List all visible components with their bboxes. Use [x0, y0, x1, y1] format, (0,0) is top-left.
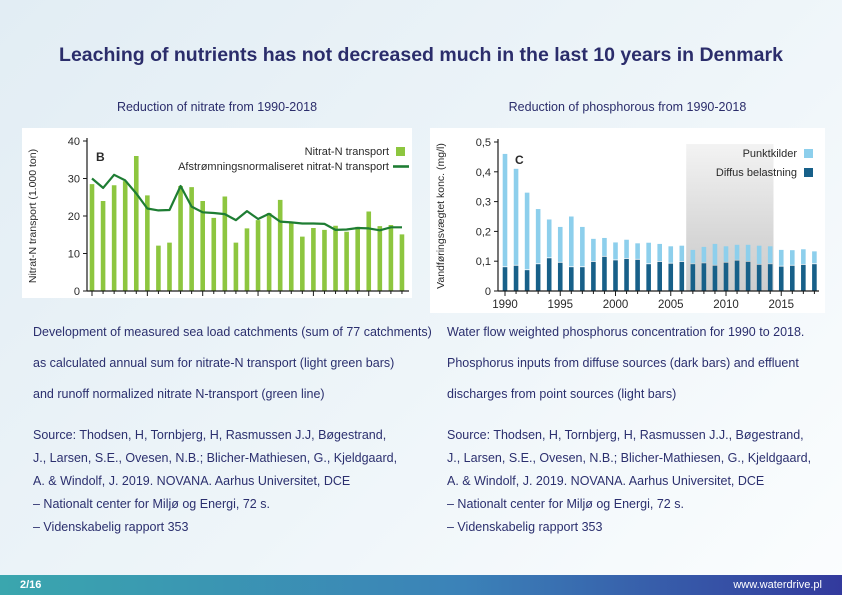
- source-line: – Nationalt center for Miljø og Energi, 72 s.: [447, 497, 684, 511]
- diffuse-bar: [713, 266, 718, 291]
- diffuse-bar: [602, 257, 607, 291]
- point-source-bar: [514, 169, 519, 265]
- point-source-bar: [602, 238, 607, 256]
- nitrate-bar: [101, 201, 106, 291]
- diffuse-bar: [547, 258, 552, 291]
- diffuse-bar: [558, 263, 563, 291]
- diffuse-bar: [779, 267, 784, 291]
- y-tick-label: 0: [73, 286, 80, 298]
- y-tick-label: 0,1: [475, 256, 491, 269]
- y-axis-label: Vandføringsvægtet konc. (mg/l): [435, 143, 447, 289]
- nitrate-bar: [400, 234, 405, 291]
- point-source-bar: [713, 244, 718, 265]
- source-line: Source: Thodsen, H, Tornbjerg, H, Rasmussen J.J., Bøgestrand,: [447, 428, 804, 442]
- diffuse-bar: [702, 263, 707, 291]
- nitrate-bar: [333, 226, 338, 291]
- nitrate-source: [33, 424, 433, 539]
- nitrate-description: [33, 317, 433, 410]
- y-tick-label: 0,2: [475, 226, 491, 239]
- diffuse-bar: [657, 262, 662, 291]
- nitrate-bar: [355, 227, 360, 291]
- nitrate-bar: [167, 243, 172, 291]
- source-line: A. & Windolf, J. 2019. NOVANA. Aarhus Universitet, DCE: [33, 474, 351, 488]
- nitrate-bar: [300, 237, 305, 291]
- nitrate-bar: [289, 222, 294, 291]
- page-number: 2/16: [20, 579, 42, 591]
- point-source-bar: [591, 239, 596, 261]
- nitrate-bar: [256, 220, 261, 291]
- point-source-bar: [668, 246, 673, 262]
- nitrate-bar: [378, 226, 383, 291]
- point-source-bar: [613, 242, 618, 259]
- diffuse-bar: [536, 264, 541, 291]
- description-line: discharges from point sources (light bars): [447, 387, 677, 401]
- legend-swatch-point: [804, 149, 813, 158]
- point-source-bar: [790, 250, 795, 265]
- x-tick-label: 1995: [547, 299, 574, 311]
- point-source-bar: [768, 246, 773, 263]
- diffuse-bar: [591, 262, 596, 291]
- point-source-bar: [746, 245, 751, 261]
- description-line: and runoff normalized nitrate N-transport (green line): [33, 387, 325, 401]
- nitrate-bar: [278, 200, 283, 291]
- point-source-bar: [503, 154, 508, 266]
- footer-bar: [0, 575, 842, 595]
- nitrate-bar: [156, 246, 161, 291]
- legend-swatch-bar: [396, 147, 405, 156]
- point-source-bar: [801, 249, 806, 264]
- panel-label: B: [96, 150, 105, 164]
- source-line: A. & Windolf, J. 2019. NOVANA. Aarhus Universitet, DCE: [447, 474, 765, 488]
- y-tick-label: 30: [67, 173, 80, 186]
- y-tick-label: 0: [484, 286, 491, 298]
- diffuse-bar: [503, 267, 508, 291]
- y-tick-label: 0,4: [475, 166, 491, 179]
- diffuse-bar: [735, 261, 740, 291]
- nitrate-bar: [134, 156, 139, 291]
- y-axis-label: Nitrat-N transport (1.000 ton): [27, 148, 39, 284]
- x-tick-label: 2010: [713, 299, 739, 311]
- diffuse-bar: [514, 266, 519, 291]
- phosphorous-chart-heading: Reduction of phosphorous from 1990-2018: [508, 100, 747, 114]
- x-tick-label: 2000: [602, 299, 629, 311]
- nitrate-bar: [245, 228, 250, 291]
- source-line: Source: Thodsen, H, Tornbjerg, H, Rasmussen J.J, Bøgestrand,: [33, 428, 387, 442]
- nitrate-chart-heading: Reduction of nitrate from 1990-2018: [116, 100, 318, 114]
- source-line: J., Larsen, S.E., Ovesen, N.B.; Blicher-Mathiesen, G., Kjeldgaard,: [33, 451, 398, 465]
- website-link[interactable]: www.waterdrive.pl: [733, 579, 822, 591]
- source-line: – Videnskabelig rapport 353: [33, 520, 189, 534]
- point-source-bar: [580, 227, 585, 266]
- point-source-bar: [757, 246, 762, 264]
- y-tick-label: 20: [67, 211, 80, 223]
- point-source-bar: [702, 247, 707, 263]
- point-source-bar: [536, 209, 541, 263]
- nitrate-bar: [112, 185, 117, 291]
- diffuse-bar: [525, 270, 530, 291]
- source-line: J., Larsen, S.E., Ovesen, N.B.; Blicher-Mathiesen, G., Kjeldgaard,: [447, 451, 812, 465]
- diffuse-bar: [812, 264, 817, 291]
- description-line: Water flow weighted phosphorus concentration for 1990 to 2018.: [447, 325, 805, 339]
- point-source-bar: [635, 243, 640, 259]
- diffuse-bar: [757, 265, 762, 291]
- description-line: Development of measured sea load catchments (sum of 77 catchments): [33, 325, 432, 339]
- legend-label: Diffus belastning: [715, 167, 797, 179]
- point-source-bar: [525, 193, 530, 270]
- x-tick-label: 2005: [657, 299, 684, 311]
- nitrate-bar: [90, 184, 95, 291]
- phosphorus-chart: [430, 128, 825, 313]
- y-tick-label: 10: [67, 248, 80, 261]
- nitrate-bar: [123, 181, 128, 291]
- nitrate-chart-svg: [22, 128, 412, 298]
- x-tick-label: 2015: [768, 299, 795, 311]
- x-tick-label: 1990: [492, 299, 518, 311]
- legend-label: Nitrat-N transport: [304, 146, 389, 158]
- diffuse-bar: [724, 263, 729, 291]
- nitrate-bar: [234, 243, 239, 291]
- diffuse-bar: [580, 267, 585, 291]
- point-source-bar: [624, 240, 629, 258]
- nitrate-bar: [311, 228, 316, 291]
- nitrate-bar: [178, 186, 183, 291]
- phosphorus-source: [447, 424, 842, 539]
- point-source-bar: [558, 227, 563, 262]
- point-source-bar: [779, 250, 784, 266]
- diffuse-bar: [801, 265, 806, 291]
- nitrate-bar: [344, 232, 349, 291]
- source-line: – Nationalt center for Miljø og Energi, 72 s.: [33, 497, 270, 511]
- source-line: – Videnskabelig rapport 353: [447, 520, 603, 534]
- legend-label: Afstrømningsnormaliseret nitrat-N transport: [178, 161, 389, 173]
- diffuse-bar: [746, 262, 751, 291]
- phosphorus-description: [447, 317, 842, 410]
- point-source-bar: [735, 245, 740, 260]
- point-source-bar: [691, 250, 696, 264]
- point-source-bar: [724, 246, 729, 262]
- nitrate-bar: [200, 201, 205, 291]
- point-source-bar: [657, 244, 662, 261]
- point-source-bar: [547, 219, 552, 257]
- nitrate-bar: [211, 218, 216, 291]
- description-line: Phosphorus inputs from diffuse sources (dark bars) and effluent: [447, 356, 799, 370]
- nitrate-chart: [22, 128, 412, 298]
- diffuse-bar: [668, 264, 673, 291]
- description-line: as calculated annual sum for nitrate-N transport (light green bars): [33, 356, 395, 370]
- y-tick-label: 0,5: [475, 137, 491, 149]
- diffuse-bar: [635, 260, 640, 291]
- diffuse-bar: [613, 260, 618, 291]
- diffuse-bar: [790, 266, 795, 291]
- diffuse-bar: [569, 267, 574, 291]
- nitrate-bar: [322, 230, 327, 291]
- point-source-bar: [680, 246, 685, 261]
- diffuse-bar: [624, 259, 629, 291]
- diffuse-bar: [691, 264, 696, 291]
- nitrate-bar: [223, 197, 228, 292]
- diffuse-bar: [646, 264, 651, 291]
- y-tick-label: 0,3: [475, 196, 491, 209]
- legend-label: Punktkilder: [742, 148, 797, 160]
- legend-swatch-diffuse: [804, 168, 813, 177]
- diffuse-bar: [680, 262, 685, 291]
- point-source-bar: [812, 251, 817, 263]
- phosphorus-chart-svg: [430, 128, 825, 313]
- panel-label: C: [515, 153, 524, 167]
- nitrate-bar: [267, 213, 272, 291]
- nitrate-bar: [389, 225, 394, 291]
- diffuse-bar: [768, 264, 773, 291]
- point-source-bar: [646, 243, 651, 264]
- y-tick-label: 40: [67, 136, 80, 148]
- point-source-bar: [569, 217, 574, 267]
- page-title: Leaching of nutrients has not decreased much in the last 10 years in Denmark: [59, 44, 783, 66]
- nitrate-bar: [366, 212, 371, 292]
